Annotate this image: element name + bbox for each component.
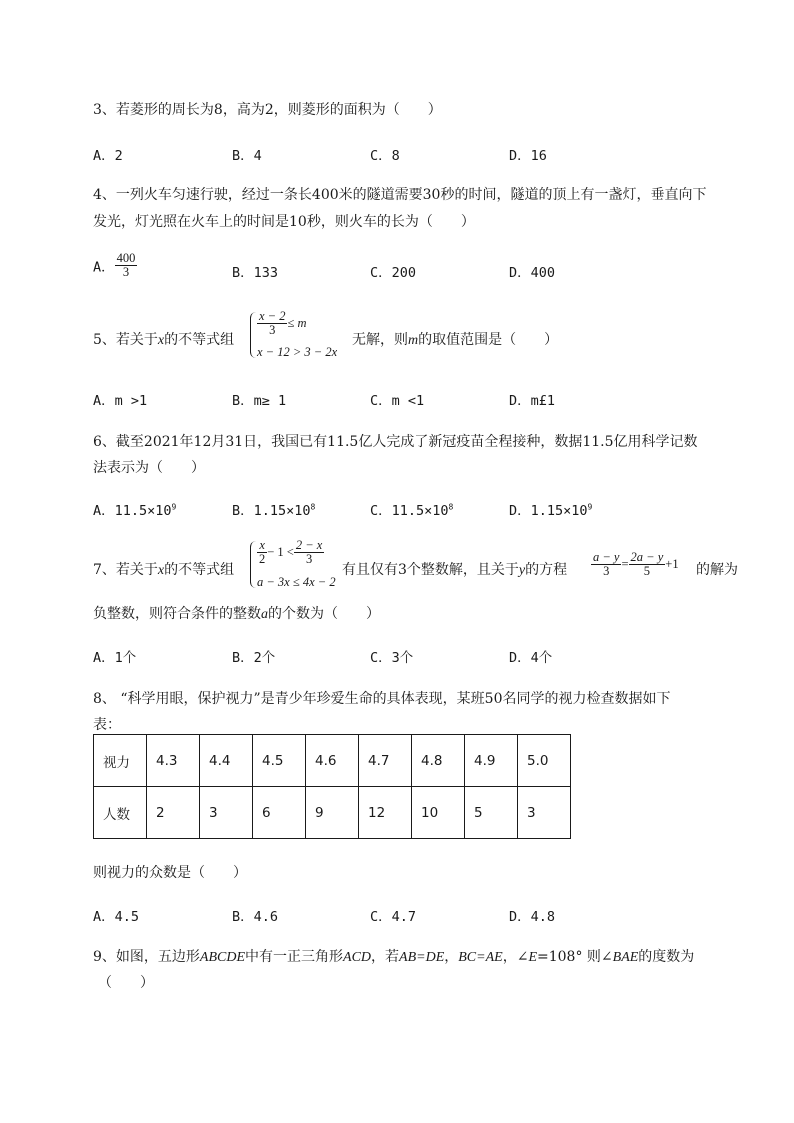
q7-eq-f1-numerator: a − y <box>593 550 620 564</box>
table-cell: 视力 <box>94 735 147 787</box>
vision-table <box>93 734 571 839</box>
q4-option-d: D．400 <box>509 265 556 281</box>
q4-option-a-prefix: A． <box>93 259 115 276</box>
q7-ineq1b-denominator: 3 <box>305 552 313 566</box>
q7-line2-b: 的个数为（ ） <box>268 606 380 622</box>
q7-ineq1-fraction-b <box>294 539 324 566</box>
q5-inequality-1 <box>257 310 307 337</box>
q7-mid: 的不等式组 <box>164 562 235 578</box>
table-cell: 4.9 <box>465 735 518 787</box>
q7-suffix: 的解为 <box>696 562 738 578</box>
q5-suffix-2: 的取值范围是（ ） <box>418 332 559 348</box>
q6-option-b-label: B．1.15×10 <box>232 503 311 519</box>
q9-m5: =108° 则∠ <box>537 949 613 965</box>
q6-option-c-exponent: 8 <box>448 502 454 512</box>
q3-option-c: C．8 <box>370 148 400 164</box>
table-cell: 5 <box>465 787 518 839</box>
q6-option-a-label: A．11.5×10 <box>93 503 172 519</box>
question-6-line-2: 法表示为（ ） <box>93 460 205 476</box>
q9-m4: ，∠ <box>502 949 529 965</box>
q7-system-brace <box>250 541 256 588</box>
q5-inequality-2: x − 12 > 3 − 2x <box>257 345 338 359</box>
q8-option-d: D．4.8 <box>509 909 556 925</box>
q8-option-c: C．4.7 <box>370 909 417 925</box>
q4-option-a-fraction <box>115 252 138 279</box>
q9-m3: ， <box>444 949 459 965</box>
q7-ineq1b-numerator: 2 − x <box>295 538 323 552</box>
q3-option-b: B．4 <box>232 148 262 164</box>
q8-option-a: A．4.5 <box>93 909 140 925</box>
q4-option-a-numerator: 400 <box>116 251 136 265</box>
q7-ineq1a-denominator: 2 <box>259 552 266 566</box>
q3-option-d: D．16 <box>509 148 547 164</box>
q7-var-y: y <box>518 563 526 578</box>
q7-var-x: x <box>157 563 165 578</box>
q7-eq-f2-denominator: 5 <box>643 564 651 578</box>
table-cell: 6 <box>253 787 306 839</box>
table-cell: 10 <box>412 787 465 839</box>
q7-eq-sign: = <box>621 557 629 571</box>
q7-equation <box>591 551 679 578</box>
q7-option-a: A．1个 <box>93 650 137 666</box>
q5-var-m: m <box>408 333 419 348</box>
q4-option-b: B．133 <box>232 265 279 281</box>
table-cell: 3 <box>518 787 571 839</box>
q5-option-b: B．m≥ 1 <box>232 393 287 409</box>
q5-var-x: x <box>157 333 165 348</box>
q7-inequality-1 <box>257 539 324 566</box>
table-row <box>94 787 571 839</box>
question-5-tail <box>352 329 558 349</box>
q5-option-c: C．m <1 <box>370 393 425 409</box>
q5-ineq1-rhs: ≤ m <box>287 316 307 330</box>
table-cell: 4.4 <box>200 735 253 787</box>
table-cell: 2 <box>147 787 200 839</box>
q5-ineq1-numerator: x − 2 <box>259 309 286 323</box>
q5-ineq1-denominator: 3 <box>269 323 276 337</box>
q7-ineq1a-numerator: x <box>257 539 267 553</box>
question-5-lead <box>93 329 234 349</box>
question-3 <box>93 99 442 119</box>
q9-m6: 的度数为 <box>638 949 695 965</box>
q7-eq-plus-one: +1 <box>665 557 679 571</box>
q9-triangle-name: ACD <box>343 950 372 965</box>
table-cell: 4.5 <box>253 735 306 787</box>
q9-angle-e: E <box>528 950 537 965</box>
q5-mid: 的不等式组 <box>164 332 235 348</box>
table-cell: 5.0 <box>518 735 571 787</box>
question-7-line-2 <box>93 603 380 623</box>
q7-mid-3: 的方程 <box>525 562 568 578</box>
q5-option-a: A．m >1 <box>93 393 148 409</box>
q7-eq-f2-numerator: 2a − y <box>630 550 664 564</box>
question-7-tail <box>342 559 567 579</box>
table-cell: 4.8 <box>412 735 465 787</box>
table-cell: 3 <box>200 787 253 839</box>
question-3-text: 3、若菱形的周长为8，高为2，则菱形的面积为（ ） <box>93 102 442 118</box>
question-8-line-1: 8、 “科学用眼，保护视力”是青少年珍爱生命的具体表现，某班50名同学的视力检查数据如下 <box>93 691 671 707</box>
q7-inequality-2: a − 3x ≤ 4x − 2 <box>257 575 336 589</box>
q5-prefix: 5、若关于 <box>93 332 158 348</box>
q9-cond-bc: BC=AE <box>458 950 503 965</box>
q6-option-c-label: C．11.5×10 <box>370 503 449 519</box>
q6-option-b-exponent: 8 <box>310 502 316 512</box>
q7-line2-a: 负整数，则符合条件的整数 <box>93 606 261 622</box>
q6-option-a <box>93 499 176 519</box>
q5-suffix-1: 无解，则 <box>352 332 408 348</box>
q7-option-b: B．2个 <box>232 650 276 666</box>
question-8-after: 则视力的众数是（ ） <box>93 865 247 881</box>
q6-option-a-exponent: 9 <box>171 502 177 512</box>
q6-option-d-label: D．1.15×10 <box>509 503 588 519</box>
q9-cond-ab: AB=DE <box>399 950 445 965</box>
q9-prefix: 9、如图，五边形 <box>93 949 200 965</box>
q4-option-a-denominator: 3 <box>122 265 130 279</box>
q7-ineq1-fraction-a <box>257 539 267 566</box>
q7-ineq1-mid: − 1 < <box>267 545 294 559</box>
q9-angle-bae: BAE <box>612 950 639 965</box>
q6-option-d-exponent: 9 <box>587 502 593 512</box>
table-row <box>94 735 571 787</box>
q9-pentagon-name: ABCDE <box>199 950 246 965</box>
question-8-line-2: 表： <box>93 717 121 733</box>
q7-eq-fraction-1 <box>591 551 621 578</box>
q8-option-b: B．4.6 <box>232 909 279 925</box>
q7-prefix: 7、若关于 <box>93 562 158 578</box>
question-7-lead <box>93 559 234 579</box>
q7-var-a: a <box>261 607 268 622</box>
q6-option-c <box>370 499 453 519</box>
q5-system-brace <box>250 312 256 358</box>
q9-m1: 中有一正三角形 <box>245 949 344 965</box>
question-6-line-1: 6、截至2021年12月31日，我国已有11.5亿人完成了新冠疫苗全程接种，数据11.5亿用科学记数 <box>93 434 698 450</box>
question-9-line-1 <box>93 946 694 966</box>
question-9-line-2: （ ） <box>98 975 154 991</box>
table-cell: 4.3 <box>147 735 200 787</box>
table-cell: 人数 <box>94 787 147 839</box>
q4-option-a <box>93 252 137 279</box>
q7-option-c: C．3个 <box>370 650 414 666</box>
q5-option-d: D．m£1 <box>509 393 556 409</box>
q6-option-b <box>232 499 315 519</box>
q7-mid-2: 有且仅有3个整数解，且关于 <box>342 562 519 578</box>
question-4-line-1: 4、一列火车匀速行驶，经过一条长400米的隧道需要30秒的时间，隧道的顶上有一盏灯，垂直向下 <box>93 187 707 203</box>
table-cell: 9 <box>306 787 359 839</box>
q5-ineq1-fraction <box>257 310 287 337</box>
q6-option-d <box>509 499 592 519</box>
q4-option-c: C．200 <box>370 265 417 281</box>
q3-option-a: A．2 <box>93 148 123 164</box>
question-4-line-2: 发光，灯光照在火车上的时间是10秒，则火车的长为（ ） <box>93 214 475 230</box>
q7-eq-fraction-2 <box>629 551 666 578</box>
q7-option-d: D．4个 <box>509 650 553 666</box>
table-cell: 4.6 <box>306 735 359 787</box>
table-cell: 4.7 <box>359 735 412 787</box>
q9-m2: ，若 <box>371 949 400 965</box>
q7-eq-f1-denominator: 3 <box>603 564 610 578</box>
table-cell: 12 <box>359 787 412 839</box>
